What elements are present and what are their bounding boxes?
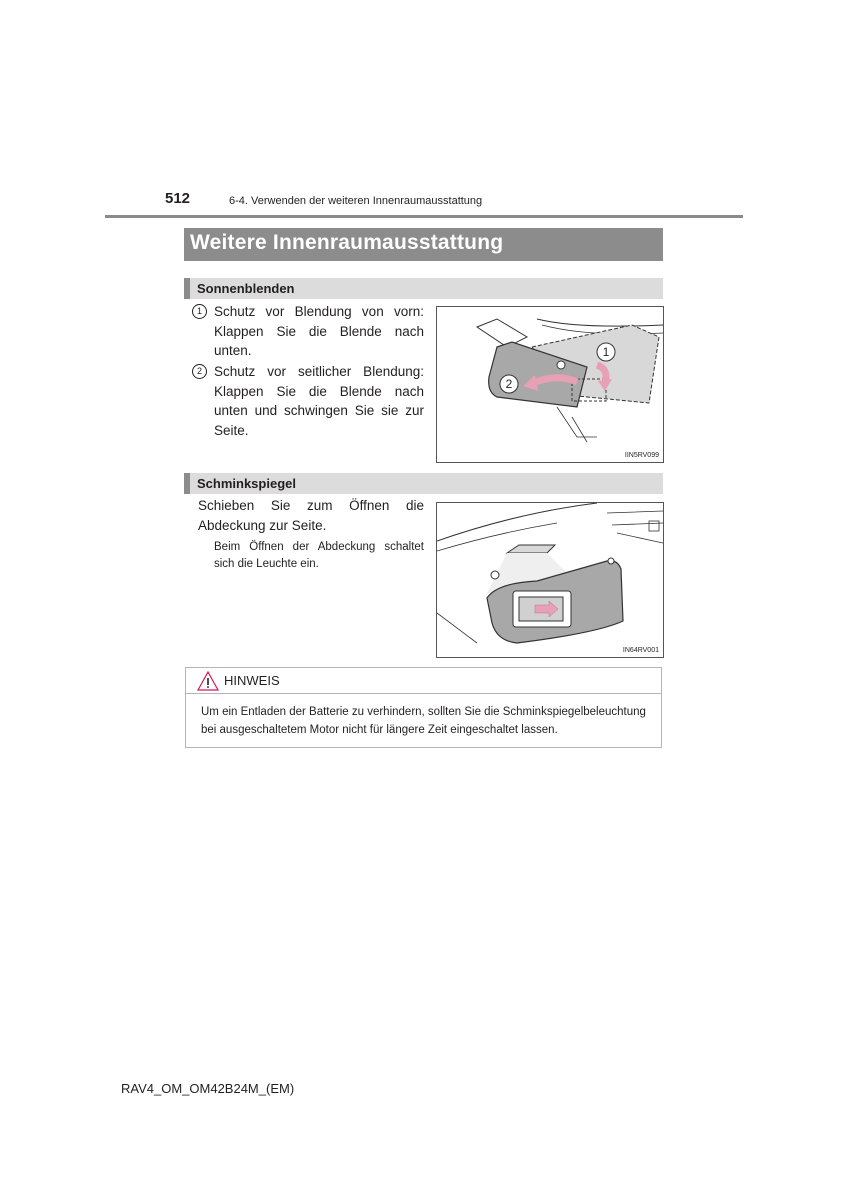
step-number-badge: 2 (192, 364, 207, 379)
section-heading-label: Schminkspiegel (197, 476, 296, 491)
page-number: 512 (165, 190, 191, 207)
notice-label: HINWEIS (224, 673, 280, 688)
callout-2: 2 (505, 377, 513, 391)
warning-triangle-icon (197, 671, 219, 691)
sun-visor-drawing (437, 307, 663, 462)
section-heading-vanity-mirror (184, 473, 663, 494)
list-item-text: Schutz vor Blendung von vorn: Klappen Sie die Blende nach unten. (214, 304, 424, 358)
notice-box (185, 667, 662, 748)
chapter-title-bar (184, 228, 663, 261)
list-item (192, 302, 424, 361)
vanity-mirror-illustration (436, 502, 664, 658)
figure-code: IIN5RV099 (624, 452, 659, 459)
list-item-text: Schutz vor seitlicher Blendung: Klappen Sie die Blende nach unten und schwingen Sie sie zur Seite. (214, 364, 424, 438)
notice-header (186, 668, 661, 694)
figure-code: IN64RV001 (622, 647, 659, 654)
note-text: Beim Öffnen der Abdeckung schaltet sich die Leuchte ein. (214, 541, 424, 570)
page-title: Weitere Innenraumausstattung (190, 231, 504, 254)
header-rule (105, 215, 743, 218)
section-heading-label: Sonnenblenden (197, 281, 295, 296)
step-number-badge: 1 (192, 304, 207, 319)
callout-1: 1 (602, 345, 610, 359)
list-item (192, 362, 424, 440)
section-heading-sun-visors (184, 278, 663, 299)
running-head: 6-4. Verwenden der weiteren Innenraumausstattung (229, 195, 483, 207)
sun-visor-illustration (436, 306, 664, 463)
footer-code: RAV4_OM_OM42B24M_(EM) (121, 1081, 295, 1096)
body-paragraph: Schieben Sie zum Öffnen die Abdeckung zur Seite. (198, 498, 424, 533)
vanity-mirror-drawing (437, 503, 663, 657)
notice-text: Um ein Entladen der Batterie zu verhindern, sollten Sie die Schminkspiegelbeleuchtung bei ausgeschaltetem Motor nicht für längere Zeit eingeschaltet lassen. (201, 706, 646, 736)
